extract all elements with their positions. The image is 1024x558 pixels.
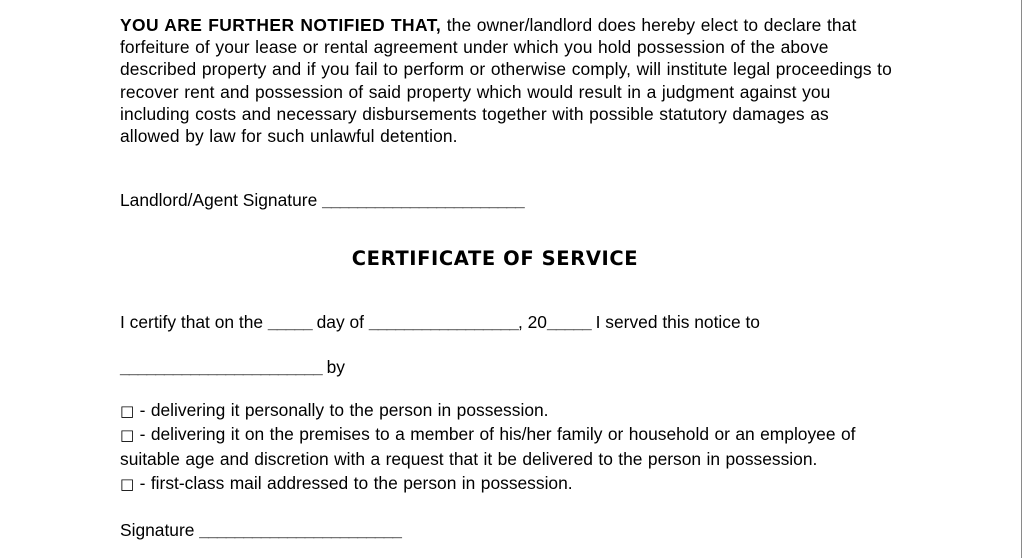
service-option-first-class-mail[interactable] <box>120 472 892 497</box>
unchecked-checkbox-icon[interactable]: □ <box>120 426 135 445</box>
served-to-text: by <box>321 356 345 377</box>
service-option-label: - first-class mail addressed to the person in possession. <box>134 472 573 493</box>
service-option-personal-delivery[interactable] <box>120 399 892 424</box>
page-title: CERTIFICATE OF SERVICE <box>351 247 639 271</box>
service-option-label: - delivering it on the premises to a member of his/her family or household or an employee of suitable age and discretion with a request that it be delivered to the person in possession. <box>120 424 856 470</box>
certify-year-rule[interactable]: _____ <box>546 312 591 333</box>
document-content <box>120 14 892 541</box>
certify-text-part-1: I certify that on the <box>120 312 268 333</box>
server-signature-label: Signature <box>120 520 200 541</box>
certify-text-part-4: I served this notice to <box>590 312 760 333</box>
spacer <box>120 211 892 247</box>
unchecked-checkbox-icon[interactable]: □ <box>120 474 135 493</box>
certify-text-part-2: day of <box>311 312 369 333</box>
notice-paragraph-lead: YOU ARE FURTHER NOTIFIED THAT, <box>120 15 442 35</box>
certify-text-part-3: , 20 <box>517 312 547 333</box>
certify-line <box>120 311 892 333</box>
service-option-label: - delivering it personally to the person in possession. <box>134 399 549 420</box>
landlord-signature-line <box>120 189 892 211</box>
service-options-list <box>120 399 892 496</box>
spacer <box>120 147 892 189</box>
spacer <box>120 496 892 519</box>
certify-day-rule[interactable]: _____ <box>267 312 312 333</box>
landlord-signature-label: Landlord/Agent Signature <box>120 190 323 211</box>
page-edge-rule <box>1021 0 1022 558</box>
landlord-signature-rule[interactable]: _______________________ <box>322 190 524 211</box>
notice-paragraph <box>120 14 892 147</box>
unchecked-checkbox-icon[interactable]: □ <box>120 401 135 420</box>
spacer <box>120 334 892 356</box>
notice-paragraph-body: the owner/landlord does hereby elect to declare that forfeiture of your lease or rental agreement under which you hold possession of the above described property and if you fail to perform or otherwise comply, will institute legal proceedings to recover rent and possession of said property which would result in a judgment against you including costs and necessary disbursements together with possible statutory damages as allowed by law for such unlawful detention. <box>120 15 892 147</box>
served-to-name-rule[interactable]: _______________________ <box>120 356 322 377</box>
server-signature-rule[interactable]: _______________________ <box>199 520 402 541</box>
server-signature-line <box>120 519 892 541</box>
spacer <box>120 378 892 399</box>
served-to-line <box>120 356 892 378</box>
spacer <box>120 271 892 311</box>
certify-month-rule[interactable]: _________________ <box>368 312 518 333</box>
service-option-substitute-delivery[interactable] <box>120 423 892 471</box>
